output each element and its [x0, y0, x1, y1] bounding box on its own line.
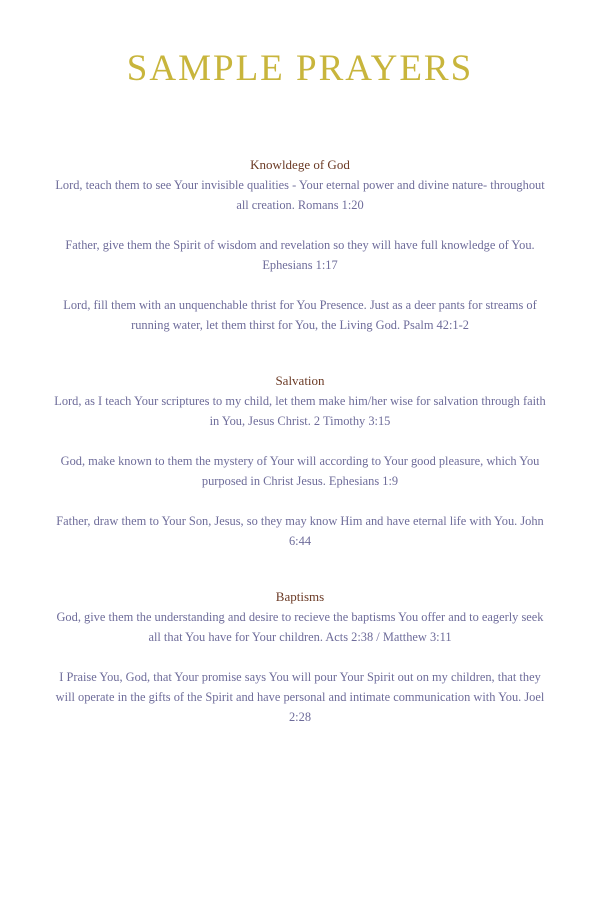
section-knowledge-of-god [50, 155, 550, 335]
prayer-text: Father, draw them to Your Son, Jesus, so they may know Him and have eternal life with You. John 6:44 [56, 514, 544, 548]
prayer-text: Father, give them the Spirit of wisdom and revelation so they will have full knowledge of You. Ephesians 1:17 [65, 238, 535, 272]
section-heading: Knowldege of God [250, 157, 350, 172]
prayer-text: Lord, fill them with an unquenchable thrist for You Presence. Just as a deer pants for streams of running water, let them thirst for You, the Living God. Psalm 42:1-2 [63, 298, 537, 332]
prayer-text: Lord, teach them to see Your invisible qualities - Your eternal power and divine nature- throughout all creation. Romans 1:20 [55, 178, 545, 212]
prayer-content [50, 155, 550, 763]
prayer-text: Lord, as I teach Your scriptures to my child, let them make him/her wise for salvation through faith in You, Jesus Christ. 2 Timothy 3:15 [54, 394, 546, 428]
prayer-text: I Praise You, God, that Your promise says You will pour Your Spirit out on my children, that they will operate in the gifts of the Spirit and have personal and intimate communication with You. Joel 2:28 [55, 670, 545, 724]
prayer-text: God, give them the understanding and desire to recieve the baptisms You offer and to eagerly seek all that You have for Your children. Acts 2:38 / Matthew 3:11 [56, 610, 544, 644]
section-heading: Baptisms [275, 589, 325, 604]
section-heading: Salvation [275, 373, 325, 388]
section-baptisms [50, 587, 550, 727]
prayer-text: God, make known to them the mystery of Your will according to Your good pleasure, which You purposed in Christ Jesus. Ephesians 1:9 [60, 454, 540, 488]
page-title: SAMPLE PRAYERS [126, 48, 474, 89]
section-salvation [50, 371, 550, 551]
